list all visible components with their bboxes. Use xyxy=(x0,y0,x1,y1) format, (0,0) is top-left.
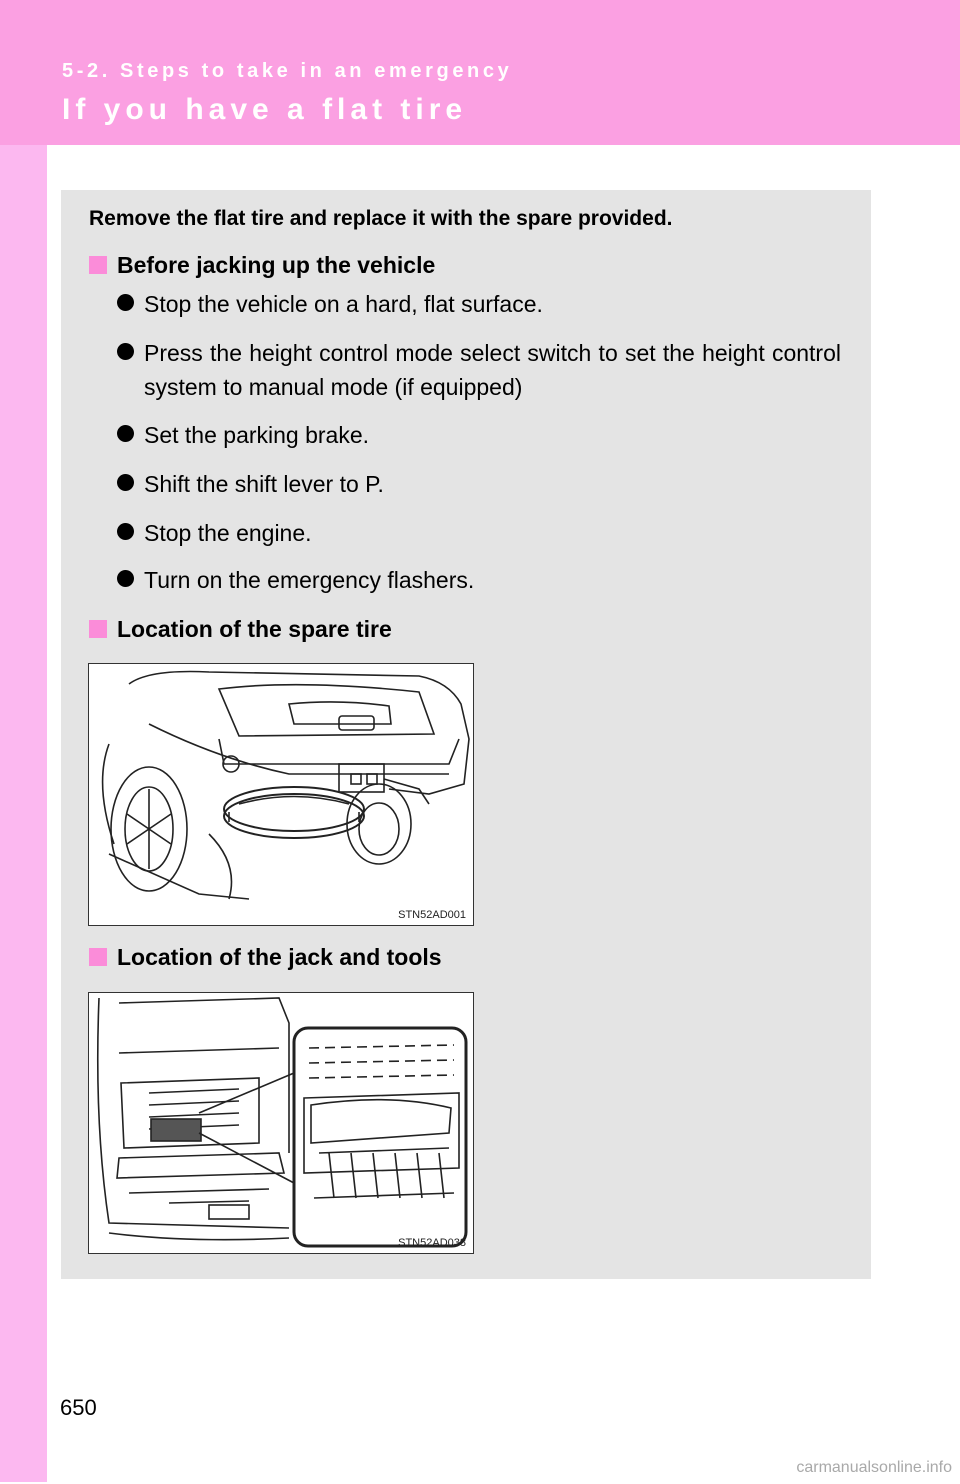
heading-jack-tools xyxy=(89,944,442,971)
list-item xyxy=(117,516,841,550)
list-item xyxy=(117,336,841,404)
section-label: 5-2. Steps to take in an emergency xyxy=(62,60,513,82)
cargo-area-jack-icon xyxy=(89,993,473,1253)
page-title: If you have a flat tire xyxy=(62,93,468,126)
list-item-text: Stop the vehicle on a hard, flat surface. xyxy=(144,291,543,317)
list-item xyxy=(117,287,841,321)
list-item xyxy=(117,563,841,597)
page-number: 650 xyxy=(60,1395,97,1420)
list-item xyxy=(117,467,841,501)
bullet-dot-icon xyxy=(117,425,134,442)
square-bullet-icon xyxy=(89,948,107,966)
bullet-dot-icon xyxy=(117,523,134,540)
list-item-text: Stop the engine. xyxy=(144,520,312,546)
list-item-text: Turn on the emergency flashers. xyxy=(144,567,475,593)
page-header xyxy=(0,0,960,145)
list-item-text: Set the parking brake. xyxy=(144,422,370,448)
jack-tools-illustration xyxy=(88,992,474,1254)
heading-label: Location of the jack and tools xyxy=(117,944,442,970)
bullet-dot-icon xyxy=(117,343,134,360)
watermark: carmanualsonline.info xyxy=(796,1459,952,1476)
square-bullet-icon xyxy=(89,620,107,638)
image-code: STN52AD001 xyxy=(398,909,466,921)
list-item-text: Shift the shift lever to P. xyxy=(144,471,384,497)
bullet-dot-icon xyxy=(117,474,134,491)
bullet-dot-icon xyxy=(117,570,134,587)
image-code: STN52AD038 xyxy=(398,1237,466,1249)
list-item-text: Press the height control mode select switch to set the height control system to manual mode (if equipped) xyxy=(144,340,841,400)
bullet-dot-icon xyxy=(117,294,134,311)
spare-tire-illustration xyxy=(88,663,474,926)
heading-before-jacking xyxy=(89,252,435,279)
vehicle-rear-spare-tire-icon xyxy=(89,664,473,925)
list-item xyxy=(117,418,841,452)
heading-label: Before jacking up the vehicle xyxy=(117,252,436,278)
square-bullet-icon xyxy=(89,256,107,274)
heading-spare-tire xyxy=(89,616,392,643)
heading-label: Location of the spare tire xyxy=(117,616,392,642)
intro-text: Remove the flat tire and replace it with the spare provided. xyxy=(89,207,673,230)
page-margin-strip xyxy=(0,0,47,1482)
